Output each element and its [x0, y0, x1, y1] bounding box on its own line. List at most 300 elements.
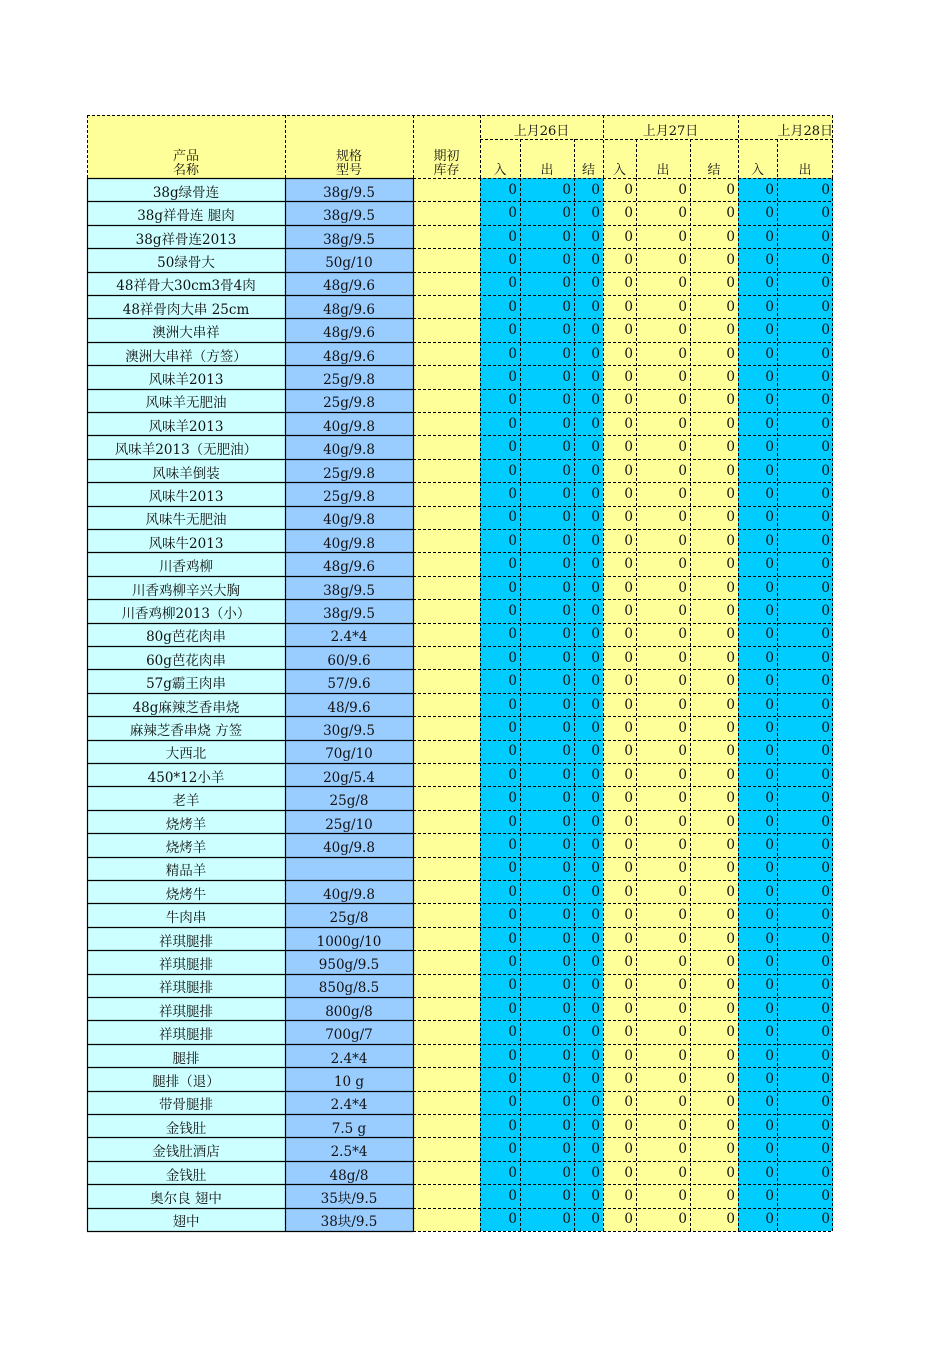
quantity-cell[interactable]: 0: [690, 576, 738, 599]
product-name-cell[interactable]: 48祥骨肉大串 25cm: [87, 295, 285, 318]
quantity-cell[interactable]: 0: [520, 1091, 574, 1114]
quantity-cell[interactable]: 0: [603, 1044, 636, 1067]
quantity-cell[interactable]: 0: [574, 1044, 603, 1067]
quantity-cell[interactable]: 0: [738, 880, 777, 903]
quantity-cell[interactable]: 0: [574, 342, 603, 365]
quantity-cell[interactable]: 0: [690, 880, 738, 903]
quantity-cell[interactable]: 0: [738, 389, 777, 412]
quantity-cell[interactable]: 0: [480, 669, 520, 692]
product-name-cell[interactable]: 川香鸡柳: [87, 552, 285, 575]
quantity-cell[interactable]: 0: [738, 225, 777, 248]
quantity-cell[interactable]: 0: [480, 646, 520, 669]
quantity-cell[interactable]: 0: [690, 599, 738, 622]
quantity-cell[interactable]: 0: [690, 950, 738, 973]
quantity-cell[interactable]: 0: [636, 880, 690, 903]
product-name-cell[interactable]: 60g芭花肉串: [87, 646, 285, 669]
quantity-cell[interactable]: 0: [690, 435, 738, 458]
quantity-cell[interactable]: 0: [480, 880, 520, 903]
quantity-cell[interactable]: 0: [603, 623, 636, 646]
quantity-cell[interactable]: 0: [636, 646, 690, 669]
spec-cell[interactable]: 700g/7: [285, 1020, 413, 1043]
quantity-cell[interactable]: 0: [690, 178, 738, 201]
quantity-cell[interactable]: 0: [480, 716, 520, 739]
quantity-cell[interactable]: 0: [690, 810, 738, 833]
quantity-cell[interactable]: 0: [738, 646, 777, 669]
quantity-cell[interactable]: 0: [603, 857, 636, 880]
quantity-cell[interactable]: 0: [777, 1020, 833, 1043]
quantity-cell[interactable]: 0: [574, 272, 603, 295]
quantity-cell[interactable]: 0: [777, 1067, 833, 1090]
quantity-cell[interactable]: 0: [690, 646, 738, 669]
quantity-cell[interactable]: 0: [738, 786, 777, 809]
quantity-cell[interactable]: 0: [520, 482, 574, 505]
quantity-cell[interactable]: 0: [520, 997, 574, 1020]
quantity-cell[interactable]: 0: [480, 412, 520, 435]
quantity-cell[interactable]: 0: [738, 693, 777, 716]
quantity-cell[interactable]: 0: [636, 903, 690, 926]
quantity-cell[interactable]: 0: [690, 529, 738, 552]
product-name-cell[interactable]: 澳洲大串祥（方签）: [87, 342, 285, 365]
quantity-cell[interactable]: 0: [603, 1067, 636, 1090]
quantity-cell[interactable]: 0: [574, 178, 603, 201]
quantity-cell[interactable]: 0: [574, 833, 603, 856]
quantity-cell[interactable]: 0: [777, 1114, 833, 1137]
opening-stock-cell[interactable]: [413, 763, 480, 786]
quantity-cell[interactable]: 0: [738, 927, 777, 950]
quantity-cell[interactable]: 0: [480, 903, 520, 926]
quantity-cell[interactable]: 0: [636, 459, 690, 482]
quantity-cell[interactable]: 0: [520, 880, 574, 903]
product-name-cell[interactable]: 祥琪腿排: [87, 1020, 285, 1043]
quantity-cell[interactable]: 0: [574, 857, 603, 880]
spec-cell[interactable]: 25g/9.8: [285, 365, 413, 388]
spec-cell[interactable]: [285, 857, 413, 880]
quantity-cell[interactable]: 0: [480, 389, 520, 412]
opening-stock-cell[interactable]: [413, 412, 480, 435]
quantity-cell[interactable]: 0: [603, 201, 636, 224]
quantity-cell[interactable]: 0: [738, 1137, 777, 1160]
quantity-cell[interactable]: 0: [738, 201, 777, 224]
product-name-cell[interactable]: 牛肉串: [87, 903, 285, 926]
product-name-cell[interactable]: 祥琪腿排: [87, 974, 285, 997]
quantity-cell[interactable]: 0: [690, 1114, 738, 1137]
quantity-cell[interactable]: 0: [738, 740, 777, 763]
quantity-cell[interactable]: 0: [690, 927, 738, 950]
quantity-cell[interactable]: 0: [777, 599, 833, 622]
quantity-cell[interactable]: 0: [520, 1208, 574, 1231]
quantity-cell[interactable]: 0: [690, 248, 738, 271]
product-name-cell[interactable]: 澳洲大串祥: [87, 318, 285, 341]
quantity-cell[interactable]: 0: [777, 716, 833, 739]
quantity-cell[interactable]: 0: [520, 412, 574, 435]
quantity-cell[interactable]: 0: [603, 389, 636, 412]
quantity-cell[interactable]: 0: [574, 1161, 603, 1184]
quantity-cell[interactable]: 0: [690, 1184, 738, 1207]
quantity-cell[interactable]: 0: [480, 1161, 520, 1184]
quantity-cell[interactable]: 0: [690, 412, 738, 435]
spec-cell[interactable]: 25g/10: [285, 810, 413, 833]
quantity-cell[interactable]: 0: [738, 178, 777, 201]
product-name-cell[interactable]: 祥琪腿排: [87, 997, 285, 1020]
opening-stock-cell[interactable]: [413, 225, 480, 248]
quantity-cell[interactable]: 0: [574, 786, 603, 809]
quantity-cell[interactable]: 0: [777, 997, 833, 1020]
product-name-cell[interactable]: 奥尔良 翅中: [87, 1184, 285, 1207]
quantity-cell[interactable]: 0: [777, 1044, 833, 1067]
quantity-cell[interactable]: 0: [480, 599, 520, 622]
quantity-cell[interactable]: 0: [777, 248, 833, 271]
spec-cell[interactable]: 70g/10: [285, 740, 413, 763]
spec-cell[interactable]: 20g/5.4: [285, 763, 413, 786]
quantity-cell[interactable]: 0: [520, 1137, 574, 1160]
opening-stock-cell[interactable]: [413, 623, 480, 646]
quantity-cell[interactable]: 0: [520, 389, 574, 412]
quantity-cell[interactable]: 0: [636, 435, 690, 458]
quantity-cell[interactable]: 0: [777, 974, 833, 997]
quantity-cell[interactable]: 0: [574, 1137, 603, 1160]
quantity-cell[interactable]: 0: [690, 1044, 738, 1067]
product-name-cell[interactable]: 川香鸡柳辛兴大胸: [87, 576, 285, 599]
opening-stock-cell[interactable]: [413, 272, 480, 295]
quantity-cell[interactable]: 0: [574, 552, 603, 575]
quantity-cell[interactable]: 0: [520, 1161, 574, 1184]
quantity-cell[interactable]: 0: [574, 506, 603, 529]
spec-cell[interactable]: 48/9.6: [285, 693, 413, 716]
quantity-cell[interactable]: 0: [603, 599, 636, 622]
quantity-cell[interactable]: 0: [636, 201, 690, 224]
quantity-cell[interactable]: 0: [480, 1184, 520, 1207]
spec-cell[interactable]: 38g/9.5: [285, 178, 413, 201]
quantity-cell[interactable]: 0: [603, 576, 636, 599]
product-name-cell[interactable]: 风味牛无肥油: [87, 506, 285, 529]
opening-stock-cell[interactable]: [413, 389, 480, 412]
opening-stock-cell[interactable]: [413, 1161, 480, 1184]
quantity-cell[interactable]: 0: [480, 552, 520, 575]
quantity-cell[interactable]: 0: [690, 365, 738, 388]
quantity-cell[interactable]: 0: [520, 201, 574, 224]
quantity-cell[interactable]: 0: [480, 365, 520, 388]
quantity-cell[interactable]: 0: [738, 342, 777, 365]
opening-stock-cell[interactable]: [413, 1114, 480, 1137]
quantity-cell[interactable]: 0: [690, 974, 738, 997]
quantity-cell[interactable]: 0: [636, 1184, 690, 1207]
quantity-cell[interactable]: 0: [777, 435, 833, 458]
quantity-cell[interactable]: 0: [520, 646, 574, 669]
product-name-cell[interactable]: 祥琪腿排: [87, 950, 285, 973]
quantity-cell[interactable]: 0: [480, 974, 520, 997]
quantity-cell[interactable]: 0: [690, 1020, 738, 1043]
quantity-cell[interactable]: 0: [603, 1114, 636, 1137]
quantity-cell[interactable]: 0: [777, 412, 833, 435]
quantity-cell[interactable]: 0: [574, 927, 603, 950]
spec-cell[interactable]: 38块/9.5: [285, 1208, 413, 1231]
quantity-cell[interactable]: 0: [520, 576, 574, 599]
quantity-cell[interactable]: 0: [777, 903, 833, 926]
quantity-cell[interactable]: 0: [480, 1208, 520, 1231]
quantity-cell[interactable]: 0: [738, 833, 777, 856]
spec-cell[interactable]: 38g/9.5: [285, 225, 413, 248]
quantity-cell[interactable]: 0: [777, 833, 833, 856]
quantity-cell[interactable]: 0: [777, 225, 833, 248]
opening-stock-cell[interactable]: [413, 201, 480, 224]
quantity-cell[interactable]: 0: [690, 997, 738, 1020]
product-name-cell[interactable]: 金钱肚酒店: [87, 1137, 285, 1160]
quantity-cell[interactable]: 0: [777, 786, 833, 809]
quantity-cell[interactable]: 0: [690, 389, 738, 412]
quantity-cell[interactable]: 0: [520, 248, 574, 271]
quantity-cell[interactable]: 0: [777, 506, 833, 529]
quantity-cell[interactable]: 0: [520, 974, 574, 997]
quantity-cell[interactable]: 0: [574, 740, 603, 763]
opening-stock-cell[interactable]: [413, 482, 480, 505]
spec-cell[interactable]: 40g/9.8: [285, 833, 413, 856]
spec-cell[interactable]: 38g/9.5: [285, 576, 413, 599]
quantity-cell[interactable]: 0: [636, 1137, 690, 1160]
quantity-cell[interactable]: 0: [603, 225, 636, 248]
quantity-cell[interactable]: 0: [520, 623, 574, 646]
spec-cell[interactable]: 10 g: [285, 1067, 413, 1090]
product-name-cell[interactable]: 麻辣芝香串烧 方签: [87, 716, 285, 739]
quantity-cell[interactable]: 0: [480, 342, 520, 365]
spec-cell[interactable]: 1000g/10: [285, 927, 413, 950]
opening-stock-cell[interactable]: [413, 950, 480, 973]
quantity-cell[interactable]: 0: [574, 248, 603, 271]
quantity-cell[interactable]: 0: [603, 318, 636, 341]
quantity-cell[interactable]: 0: [603, 248, 636, 271]
quantity-cell[interactable]: 0: [738, 623, 777, 646]
quantity-cell[interactable]: 0: [777, 272, 833, 295]
opening-stock-cell[interactable]: [413, 833, 480, 856]
quantity-cell[interactable]: 0: [738, 857, 777, 880]
spec-cell[interactable]: 25g/9.8: [285, 389, 413, 412]
quantity-cell[interactable]: 0: [636, 529, 690, 552]
quantity-cell[interactable]: 0: [603, 903, 636, 926]
quantity-cell[interactable]: 0: [738, 482, 777, 505]
quantity-cell[interactable]: 0: [777, 1091, 833, 1114]
opening-stock-cell[interactable]: [413, 646, 480, 669]
quantity-cell[interactable]: 0: [574, 435, 603, 458]
quantity-cell[interactable]: 0: [480, 272, 520, 295]
spec-cell[interactable]: 2.5*4: [285, 1137, 413, 1160]
quantity-cell[interactable]: 0: [738, 552, 777, 575]
quantity-cell[interactable]: 0: [738, 1044, 777, 1067]
quantity-cell[interactable]: 0: [636, 786, 690, 809]
quantity-cell[interactable]: 0: [520, 693, 574, 716]
quantity-cell[interactable]: 0: [777, 318, 833, 341]
quantity-cell[interactable]: 0: [480, 1044, 520, 1067]
quantity-cell[interactable]: 0: [603, 974, 636, 997]
quantity-cell[interactable]: 0: [777, 482, 833, 505]
product-name-cell[interactable]: 祥琪腿排: [87, 927, 285, 950]
quantity-cell[interactable]: 0: [480, 857, 520, 880]
spec-cell[interactable]: 48g/9.6: [285, 295, 413, 318]
opening-stock-cell[interactable]: [413, 857, 480, 880]
quantity-cell[interactable]: 0: [520, 272, 574, 295]
quantity-cell[interactable]: 0: [777, 459, 833, 482]
product-name-cell[interactable]: 38g绿骨连: [87, 178, 285, 201]
quantity-cell[interactable]: 0: [520, 225, 574, 248]
quantity-cell[interactable]: 0: [574, 1091, 603, 1114]
quantity-cell[interactable]: 0: [520, 599, 574, 622]
spec-cell[interactable]: 40g/9.8: [285, 435, 413, 458]
quantity-cell[interactable]: 0: [690, 272, 738, 295]
product-name-cell[interactable]: 50绿骨大: [87, 248, 285, 271]
quantity-cell[interactable]: 0: [574, 412, 603, 435]
quantity-cell[interactable]: 0: [636, 482, 690, 505]
quantity-cell[interactable]: 0: [777, 646, 833, 669]
quantity-cell[interactable]: 0: [636, 1208, 690, 1231]
quantity-cell[interactable]: 0: [738, 272, 777, 295]
quantity-cell[interactable]: 0: [636, 576, 690, 599]
opening-stock-cell[interactable]: [413, 318, 480, 341]
quantity-cell[interactable]: 0: [574, 693, 603, 716]
quantity-cell[interactable]: 0: [574, 365, 603, 388]
quantity-cell[interactable]: 0: [636, 950, 690, 973]
quantity-cell[interactable]: 0: [636, 716, 690, 739]
quantity-cell[interactable]: 0: [603, 178, 636, 201]
product-name-cell[interactable]: 老羊: [87, 786, 285, 809]
quantity-cell[interactable]: 0: [636, 365, 690, 388]
quantity-cell[interactable]: 0: [480, 248, 520, 271]
spec-cell[interactable]: 48g/8: [285, 1161, 413, 1184]
quantity-cell[interactable]: 0: [574, 997, 603, 1020]
quantity-cell[interactable]: 0: [603, 693, 636, 716]
quantity-cell[interactable]: 0: [520, 295, 574, 318]
quantity-cell[interactable]: 0: [738, 599, 777, 622]
quantity-cell[interactable]: 0: [603, 412, 636, 435]
spec-cell[interactable]: 48g/9.6: [285, 272, 413, 295]
opening-stock-cell[interactable]: [413, 669, 480, 692]
quantity-cell[interactable]: 0: [574, 716, 603, 739]
quantity-cell[interactable]: 0: [636, 810, 690, 833]
quantity-cell[interactable]: 0: [636, 412, 690, 435]
quantity-cell[interactable]: 0: [738, 1208, 777, 1231]
quantity-cell[interactable]: 0: [603, 786, 636, 809]
spec-cell[interactable]: 2.4*4: [285, 623, 413, 646]
quantity-cell[interactable]: 0: [738, 412, 777, 435]
quantity-cell[interactable]: 0: [480, 833, 520, 856]
opening-stock-cell[interactable]: [413, 506, 480, 529]
quantity-cell[interactable]: 0: [738, 576, 777, 599]
quantity-cell[interactable]: 0: [690, 763, 738, 786]
quantity-cell[interactable]: 0: [603, 833, 636, 856]
quantity-cell[interactable]: 0: [738, 974, 777, 997]
quantity-cell[interactable]: 0: [636, 1091, 690, 1114]
quantity-cell[interactable]: 0: [777, 1184, 833, 1207]
quantity-cell[interactable]: 0: [777, 201, 833, 224]
spec-cell[interactable]: 40g/9.8: [285, 880, 413, 903]
spec-cell[interactable]: 48g/9.6: [285, 552, 413, 575]
quantity-cell[interactable]: 0: [603, 1184, 636, 1207]
quantity-cell[interactable]: 0: [480, 693, 520, 716]
quantity-cell[interactable]: 0: [603, 740, 636, 763]
spec-cell[interactable]: 40g/9.8: [285, 506, 413, 529]
quantity-cell[interactable]: 0: [574, 880, 603, 903]
quantity-cell[interactable]: 0: [690, 225, 738, 248]
quantity-cell[interactable]: 0: [574, 295, 603, 318]
spec-cell[interactable]: 50g/10: [285, 248, 413, 271]
quantity-cell[interactable]: 0: [636, 1114, 690, 1137]
quantity-cell[interactable]: 0: [574, 389, 603, 412]
quantity-cell[interactable]: 0: [738, 365, 777, 388]
spec-cell[interactable]: 57/9.6: [285, 669, 413, 692]
quantity-cell[interactable]: 0: [738, 506, 777, 529]
product-name-cell[interactable]: 风味牛2013: [87, 529, 285, 552]
opening-stock-cell[interactable]: [413, 459, 480, 482]
quantity-cell[interactable]: 0: [636, 318, 690, 341]
quantity-cell[interactable]: 0: [690, 482, 738, 505]
quantity-cell[interactable]: 0: [574, 482, 603, 505]
quantity-cell[interactable]: 0: [636, 178, 690, 201]
quantity-cell[interactable]: 0: [603, 482, 636, 505]
quantity-cell[interactable]: 0: [690, 903, 738, 926]
quantity-cell[interactable]: 0: [690, 786, 738, 809]
opening-stock-cell[interactable]: [413, 576, 480, 599]
product-name-cell[interactable]: 48祥骨大30cm3骨4肉: [87, 272, 285, 295]
quantity-cell[interactable]: 0: [636, 693, 690, 716]
quantity-cell[interactable]: 0: [520, 506, 574, 529]
quantity-cell[interactable]: 0: [636, 1044, 690, 1067]
quantity-cell[interactable]: 0: [603, 295, 636, 318]
spec-cell[interactable]: 60/9.6: [285, 646, 413, 669]
product-name-cell[interactable]: 金钱肚: [87, 1114, 285, 1137]
spec-cell[interactable]: 25g/9.8: [285, 459, 413, 482]
quantity-cell[interactable]: 0: [636, 763, 690, 786]
quantity-cell[interactable]: 0: [636, 974, 690, 997]
quantity-cell[interactable]: 0: [574, 599, 603, 622]
quantity-cell[interactable]: 0: [520, 857, 574, 880]
quantity-cell[interactable]: 0: [636, 1161, 690, 1184]
quantity-cell[interactable]: 0: [574, 974, 603, 997]
quantity-cell[interactable]: 0: [738, 903, 777, 926]
quantity-cell[interactable]: 0: [777, 576, 833, 599]
opening-stock-cell[interactable]: [413, 974, 480, 997]
quantity-cell[interactable]: 0: [603, 810, 636, 833]
quantity-cell[interactable]: 0: [603, 997, 636, 1020]
quantity-cell[interactable]: 0: [480, 997, 520, 1020]
quantity-cell[interactable]: 0: [480, 529, 520, 552]
product-name-cell[interactable]: 450*12小羊: [87, 763, 285, 786]
quantity-cell[interactable]: 0: [603, 342, 636, 365]
quantity-cell[interactable]: 0: [520, 435, 574, 458]
quantity-cell[interactable]: 0: [574, 1067, 603, 1090]
quantity-cell[interactable]: 0: [480, 295, 520, 318]
quantity-cell[interactable]: 0: [777, 295, 833, 318]
quantity-cell[interactable]: 0: [738, 529, 777, 552]
quantity-cell[interactable]: 0: [574, 459, 603, 482]
opening-stock-cell[interactable]: [413, 810, 480, 833]
quantity-cell[interactable]: 0: [520, 763, 574, 786]
quantity-cell[interactable]: 0: [777, 365, 833, 388]
quantity-cell[interactable]: 0: [574, 903, 603, 926]
opening-stock-cell[interactable]: [413, 248, 480, 271]
quantity-cell[interactable]: 0: [777, 857, 833, 880]
quantity-cell[interactable]: 0: [480, 459, 520, 482]
opening-stock-cell[interactable]: [413, 1067, 480, 1090]
quantity-cell[interactable]: 0: [520, 1020, 574, 1043]
spec-cell[interactable]: 850g/8.5: [285, 974, 413, 997]
quantity-cell[interactable]: 0: [777, 763, 833, 786]
opening-stock-cell[interactable]: [413, 1184, 480, 1207]
opening-stock-cell[interactable]: [413, 693, 480, 716]
quantity-cell[interactable]: 0: [574, 669, 603, 692]
quantity-cell[interactable]: 0: [636, 669, 690, 692]
opening-stock-cell[interactable]: [413, 435, 480, 458]
quantity-cell[interactable]: 0: [690, 1067, 738, 1090]
quantity-cell[interactable]: 0: [520, 365, 574, 388]
quantity-cell[interactable]: 0: [520, 740, 574, 763]
quantity-cell[interactable]: 0: [520, 669, 574, 692]
